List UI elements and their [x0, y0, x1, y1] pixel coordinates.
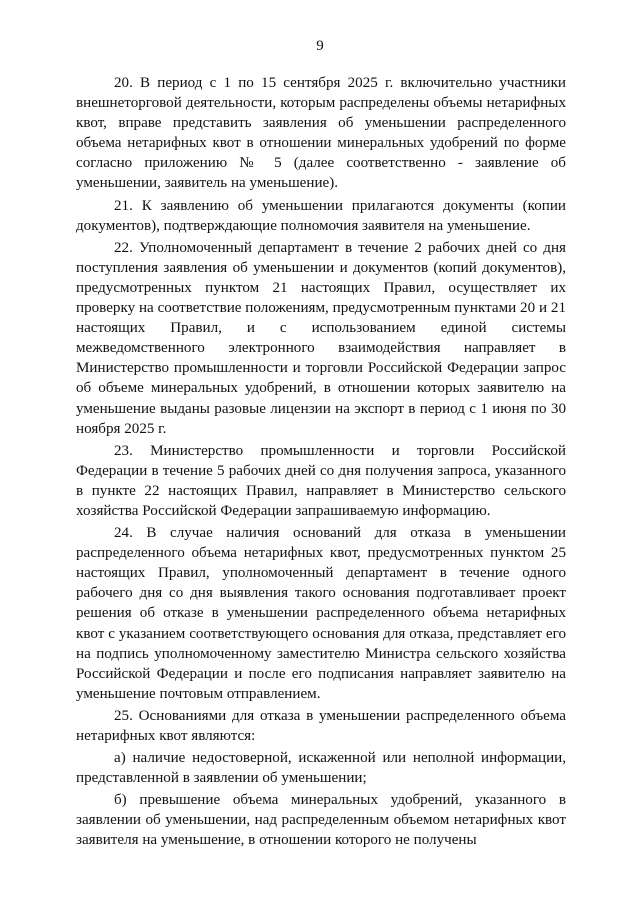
list-item-a: а) наличие недостоверной, искаженной или неполной информации, представленной в заявлении об уменьшении; [76, 750, 566, 787]
paragraph-21: 21. К заявлению об уменьшении прилагаются документы (копии документов), подтверждающие полномочия заявителя на уменьшение. [76, 197, 566, 234]
paragraph-22: 22. Уполномоченный департамент в течение 2 рабочих дней со дня поступления заявления об уменьшении и документов (копий документов), предусмотренных пунктом 21 настоящих Правил, осуществляет их проверку на соответствие положениям, предусмотренным пунктами 20 и 21 настоящих Правил, и с использованием единой системы межведомственного электронного взаимодействия направляет в Министерство промышленности и торговли Российской Федерации запрос об объеме минеральных удобрений, в отношении которых заявителю на уменьшение выданы разовые лицензии на экспорт в период с 1 июня по 30 ноября 2025 г. [76, 239, 566, 437]
document-body [76, 73, 566, 851]
list-item-b: б) превышение объема минеральных удобрений, указанного в заявлении об уменьшении, над распределенным объемом нетарифных квот заявителя на уменьшение, в отношении которого не получены [76, 792, 566, 849]
paragraph-23: 23. Министерство промышленности и торговли Российской Федерации в течение 5 рабочих дней со дня получения запроса, указанного в пункте 22 настоящих Правил, направляет в Министерство сельского хозяйства Российской Федерации запрашиваемую информацию. [76, 442, 566, 519]
paragraph-20: 20. В период с 1 по 15 сентября 2025 г. включительно участники внешнеторговой деятельности, которым распределены объемы нетарифных квот, вправе представить заявления об уменьшении распределенного объема нетарифных квот в отношении минеральных удобрений по форме согласно приложению № 5 (далее соответственно - заявление об уменьшении, заявитель на уменьшение). [76, 75, 566, 192]
paragraph-24: 24. В случае наличия оснований для отказа в уменьшении распределенного объема нетарифных квот, предусмотренных пунктом 25 настоящих Правил, уполномоченный департамент в течение одного рабочего дня со дня выявления такого основания подготавливает проект решения об отказе в уменьшении распределенного объема нетарифных квот с указанием соответствующего основания для отказа, представляет его на подпись уполномоченному заместителю Министра сельского хозяйства Российской Федерации и после его подписания направляет заявителю на уменьшение почтовым отправлением. [76, 525, 566, 702]
page-number: 9 [316, 38, 324, 54]
paragraph-25: 25. Основаниями для отказа в уменьшении распределенного объема нетарифных квот являются: [76, 707, 566, 744]
